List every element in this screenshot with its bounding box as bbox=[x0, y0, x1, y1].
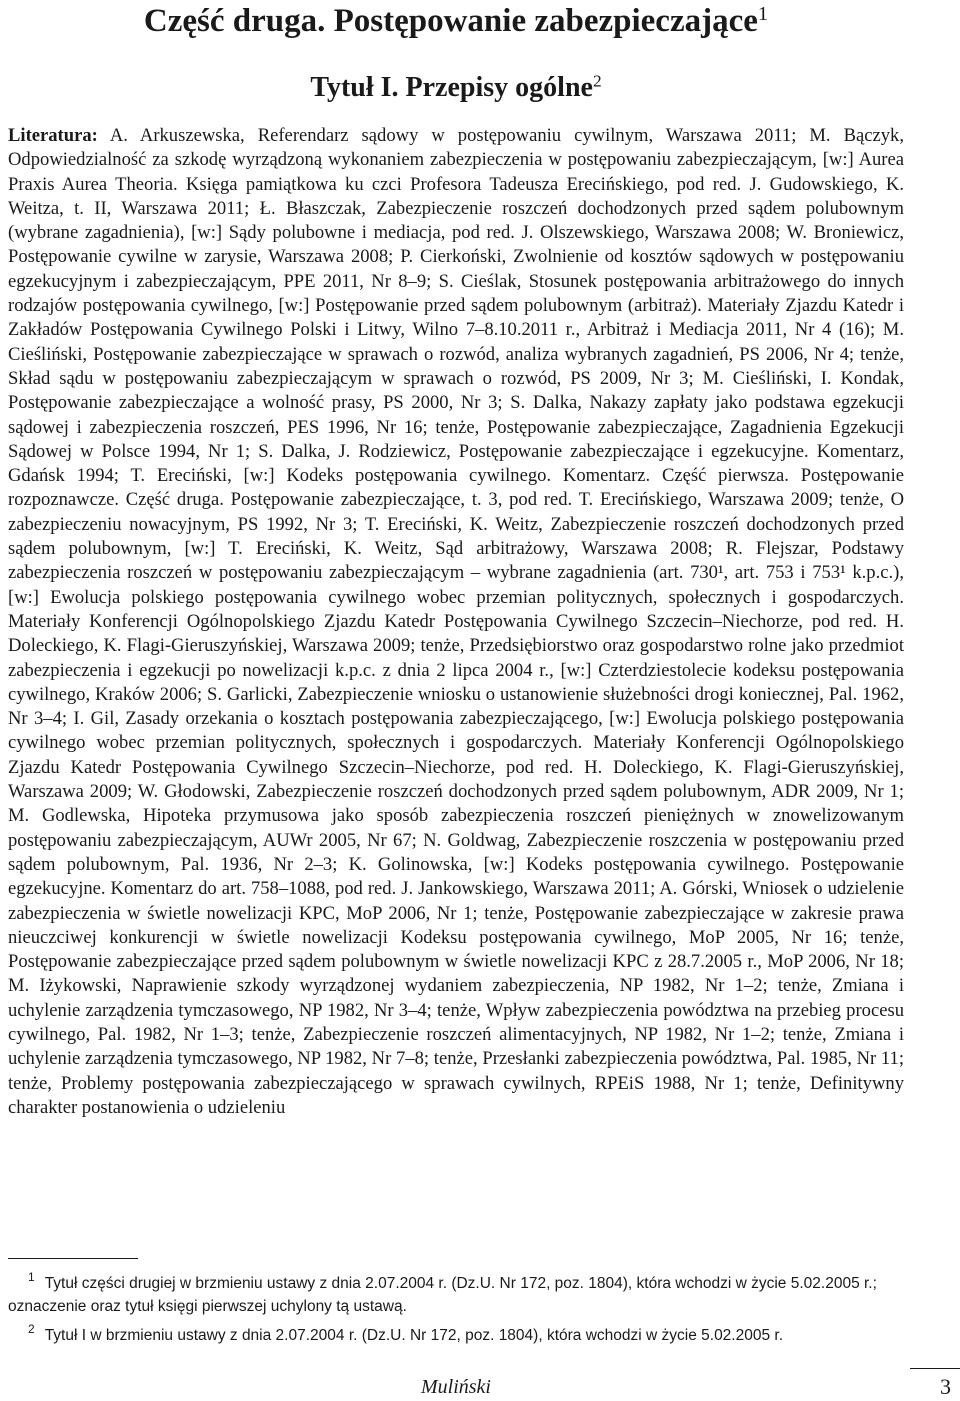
page-number: 3 bbox=[940, 1374, 951, 1399]
part-title bbox=[8, 2, 904, 40]
section-title-text: Tytuł I. Przepisy ogólne bbox=[310, 72, 593, 103]
footnote-number: 1 bbox=[28, 1270, 35, 1284]
footnote-1 bbox=[8, 1266, 904, 1318]
part-title-text: Część druga. Postępowanie zabezpieczające bbox=[143, 3, 758, 39]
footnotes bbox=[8, 1266, 904, 1347]
literature-label: Literatura: bbox=[8, 125, 98, 146]
section-title bbox=[8, 72, 904, 104]
section-title-footnote-ref[interactable]: 2 bbox=[592, 71, 602, 91]
literature-paragraph bbox=[8, 124, 904, 1120]
literature-text: A. Arkuszewska, Referendarz sądowy w postępowaniu cywilnym, Warszawa 2011; M. Bączyk, Odpowiedzialność za szkodę wyrządzoną wykonaniem zabezpieczenia w postępowaniu zabezpieczającym, [w:] Aurea Praxis Aurea Theoria. Księga pamiątkowa ku czci Profesora Tadeusza Erecińskiego, pod red. J. Gudowskiego, K. Weitza, t. II, Warszawa 2011; Ł. Błaszczak, Zabezpieczenie roszczeń dochodzonych przed sądem polubownym (wybrane zagadnienia), [w:] Sądy polubowne i mediacja, pod red. J. Olszewskiego, Warszawa 2008; W. Broniewicz, Postępowanie cywilne w zarysie, Warszawa 2008; P. Cierkoński, Zwolnienie od kosztów sądowych w postępowaniu egzekucyjnym i zabezpieczającym, PPE 2011, Nr 8–9; S. Cieślak, Stosunek postępowania arbitrażowego do innych rodzajów postępowania cywilnego, [w:] Postępowanie przed sądem polubownym (arbitraż). Materiały Zjazdu Katedr i Zakładów Postępowania Cywilnego Polski i Litwy, Wilno 7–8.10.2011 r., Arbitraż i Mediacja 2011, Nr 4 (16); M. Cieśliński, Postępowanie zabezpieczające w sprawach o rozwód, analiza wybranych zagadnień, PS 2006, Nr 4; tenże, Skład sądu w postępowaniu zabezpieczającym w sprawach o rozwód, PS 2009, Nr 3; M. Cieśliński, I. Kondak, Postępowanie zabezpieczające a wolność prasy, PS 2000, Nr 3; S. Dalka, Nakazy zapłaty jako podstawa egzekucji sądowej i zabezpieczenia roszczeń, PES 1996, Nr 16; tenże, Postępowanie zabezpieczające, Zagadnienia Egzekucji Sądowej w Polsce 1994, Nr 1; S. Dalka, J. Rodziewicz, Postępowanie zabezpieczające i egzekucyjne. Komentarz, Gdańsk 1994; T. Ereciński, [w:] Kodeks postępowania cywilnego. Komentarz. Część pierwsza. Postępowanie rozpoznawcze. Część druga. Postępowanie zabezpieczające, t. 3, pod red. T. Erecińskiego, Warszawa 2009; tenże, O zabezpieczeniu nowacyjnym, PS 1992, Nr 3; T. Ereciński, K. Weitz, Zabezpieczenie roszczeń dochodzonych przed sądem polubownym, [w:] T. Ereciński, K. Weitz, Sąd arbitrażowy, Warszawa 2008; R. Flejszar, Podstawy zabezpieczenia roszczeń w postępowaniu zabezpieczającym – wybrane zagadnienia (art. 730¹, art. 753 i 753¹ k.p.c.), [w:] Ewolucja polskiego postępowania cywilnego wobec przemian politycznych, społecznych i gospodarczych. Materiały Konferencji Ogólnopolskiego Zjazdu Katedr Postępowania Cywilnego Szczecin–Niechorze, pod red. H. Doleckiego, K. Flagi-Gieruszyńskiej, Warszawa 2009; tenże, Przedsiębiorstwo oraz gospodarstwo rolne jako przedmiot zabezpieczenia i egzekucji po nowelizacji k.p.c. z dnia 2 lipca 2004 r., [w:] Czterdziestolecie kodeksu postępowania cywilnego, Kraków 2006; S. Garlicki, Zabezpieczenie wniosku o ustanowienie służebności drogi koniecznej, Pal. 1962, Nr 3–4; I. Gil, Zasady orzekania o kosztach postępowania zabezpieczającego, [w:] Ewolucja polskiego postępowania cywilnego wobec przemian politycznych, społecznych i gospodarczych. Materiały Konferencji Ogólnopolskiego Zjazdu Katedr Postępowania Cywilnego Szczecin–Niechorze, pod red. H. Doleckiego, K. Flagi-Gieruszyńskiej, Warszawa 2009; W. Głodowski, Zabezpieczenie roszczeń dochodzonych przed sądem polubownym, ADR 2009, Nr 1; M. Godlewska, Hipoteka przymusowa jako sposób zabezpieczenia roszczeń pieniężnych w znowelizowanym postępowaniu zabezpieczającym, AUWr 2005, Nr 67; N. Goldwag, Zabezpieczenie roszczenia w postępowaniu przed sądem polubownym, Pal. 1936, Nr 2–3; K. Golinowska, [w:] Kodeks postępowania cywilnego. Postępowanie egzekucyjne. Komentarz do art. 758–1088, pod red. J. Jankowskiego, Warszawa 2011; A. Górski, Wniosek o udzielenie zabezpieczenia w świetle nowelizacji KPC, MoP 2006, Nr 1; tenże, Postępowanie zabezpieczające w zakresie prawa nieuczciwej konkurencji w świetle nowelizacji Kodeksu postępowania cywilnego, MoP 2005, Nr 16; tenże, Postępowanie zabezpieczające przed sądem polubownym w świetle nowelizacji KPC z 28.7.2005 r., MoP 2006, Nr 18; M. Iżykowski, Naprawienie szkody wyrządzonej wydaniem zabezpieczenia, NP 1982, Nr 1–2; tenże, Zmiana i uchylenie zarządzenia tymczasowego, NP 1982, Nr 3–4; tenże, Wpływ zabezpieczenia powództwa na przebieg procesu cywilnego, Pal. 1982, Nr 1–3; tenże, Zabezpieczenie roszczeń alimentacyjnych, NP 1982, Nr 1–2; tenże, Zmiana i uchylenie zarządzenia tymczasowego, NP 1982, Nr 7–8; tenże, Przesłanki zabezpieczenia powództwa, Pal. 1985, Nr 11; tenże, Problemy postępowania zabezpieczającego w sprawach cywilnych, RPEiS 1988, Nr 1; tenże, Definitywny charakter postanowienia o udzieleniu bbox=[8, 125, 904, 1118]
footnote-text: Tytuł części drugiej w brzmieniu ustawy z dnia 2.07.2004 r. (Dz.U. Nr 172, poz. 1804), która wchodzi w życie 5.02.2005 r.; oznaczenie oraz tytuł księgi pierwszej uchylony tą ustawą. bbox=[8, 1275, 877, 1316]
part-title-footnote-ref[interactable]: 1 bbox=[757, 2, 769, 25]
footnote-number: 2 bbox=[28, 1322, 35, 1337]
footnote-2 bbox=[8, 1318, 904, 1347]
footer-rule bbox=[910, 1368, 960, 1369]
footer-author: Muliński bbox=[421, 1376, 491, 1398]
footnote-separator bbox=[8, 1258, 138, 1259]
footnote-text: Tytuł I w brzmieniu ustawy z dnia 2.07.2004 r. (Dz.U. Nr 172, poz. 1804), która wchodzi w życie 5.02.2005 r. bbox=[44, 1327, 784, 1345]
